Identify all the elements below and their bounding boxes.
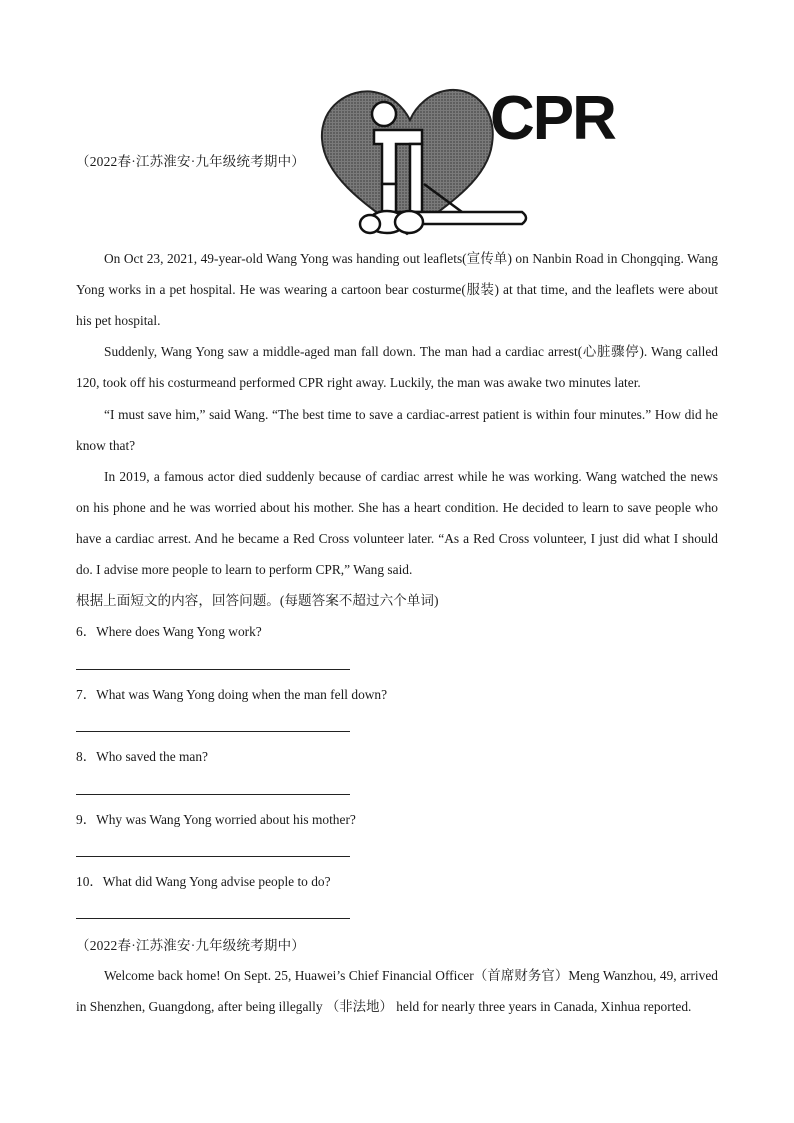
question-8: 8．Who saved the man? bbox=[76, 749, 209, 764]
cpr-illustration bbox=[312, 84, 615, 244]
answer-line-9[interactable] bbox=[76, 856, 350, 857]
answer-line-6[interactable] bbox=[76, 669, 350, 670]
passage2-source: （2022春·江苏淮安·九年级统考期中） bbox=[76, 938, 305, 953]
passage1-source: （2022春·江苏淮安·九年级统考期中） bbox=[76, 154, 305, 169]
question-6: 6．Where does Wang Yong work? bbox=[76, 624, 262, 639]
passage1-paragraph-1: On Oct 23, 2021, 49-year-old Wang Yong was handing out leaflets(宣传单) on Nanbin Road in Chongqing. Wang Yong works in a pet hospital. He was wearing a cartoon bear costurme(服装) at that time, and the leaflets were about his pet hospital. bbox=[76, 251, 718, 328]
passage2-paragraph-1: Welcome back home! On Sept. 25, Huawei’s Chief Financial Officer（首席财务官）Meng Wanzhou, 49, arrived in Shenzhen, Guangdong, after being illegally （非法地） held for nearly three years in Canada, Xinhua reported. bbox=[76, 968, 718, 1014]
question-10: 10．What did Wang Yong advise people to do? bbox=[76, 874, 331, 889]
question-instruction: 根据上面短文的内容，回答问题。(每题答案不超过六个单词) bbox=[76, 593, 439, 608]
passage1-paragraph-4: In 2019, a famous actor died suddenly because of cardiac arrest while he was working. Wang watched the news on his phone and he was worried about his mother. She has a heart condition. He decided to learn to save people who have a cardiac arrest. And he became a Red Cross volunteer later. “As a Red Cross volunteer, I just did what I should do. I advise more people to learn to perform CPR,” Wang said. bbox=[76, 469, 718, 577]
answer-line-10[interactable] bbox=[76, 918, 350, 919]
cpr-label: CPR bbox=[490, 84, 615, 153]
question-9: 9．Why was Wang Yong worried about his mother? bbox=[76, 812, 356, 827]
passage1-paragraph-3: “I must save him,” said Wang. “The best time to save a cardiac-arrest patient is within four minutes.” How did he know that? bbox=[76, 407, 718, 453]
passage1-paragraph-2: Suddenly, Wang Yong saw a middle-aged man fall down. The man had a cardiac arrest(心脏骤停). Wang called 120, took off his costurmeand performed CPR right away. Luckily, the man was awake two minutes later. bbox=[76, 344, 718, 390]
answer-line-8[interactable] bbox=[76, 794, 350, 795]
question-7: 7．What was Wang Yong doing when the man fell down? bbox=[76, 687, 388, 702]
answer-line-7[interactable] bbox=[76, 731, 350, 732]
